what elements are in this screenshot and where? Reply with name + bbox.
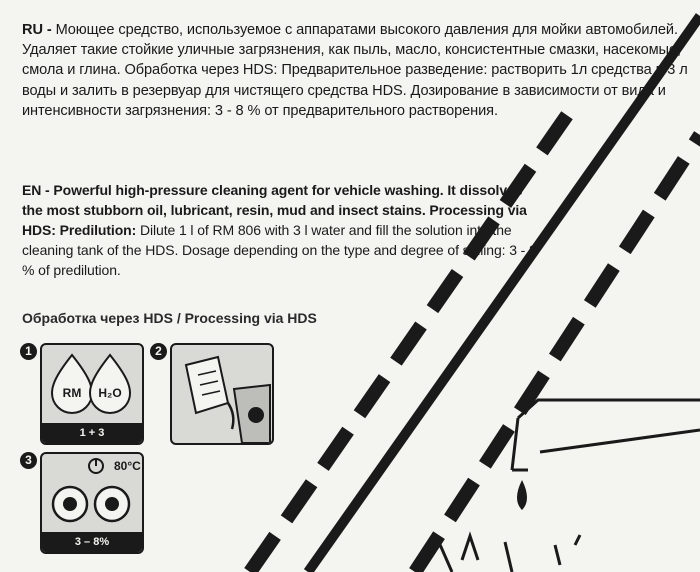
drop-label-rm: RM [62, 386, 82, 400]
russian-description [22, 20, 698, 121]
ru-text: Моющее средство, используемое с аппаратами высокого давления для мойки автомобилей. Удаляет такие стойкие уличные загрязнения, как пыль, масло, консистентные смазки, насекомые, смола и глина. Обработка через HDS: Предварительное разведение: растворить 1л средства в 3 л воды и залить в резервуар для чистящего средства HDS. Дозирование в зависимости от вида и интенсивности загрязнения: 3 - 8 % от предварительного растворения. [22, 22, 688, 119]
step-1-number: 1 [20, 343, 37, 360]
step-3-number: 3 [20, 452, 37, 469]
water-drops-icon [42, 345, 142, 423]
drip-shape [517, 480, 527, 510]
en-bold-text: EN - Powerful high-pressure cleaning agent for vehicle washing. It dissolves the most stubborn oil, lubricant, resin, mud and insect stains. Processing via HDS: Predilution: [22, 182, 527, 238]
step-1-panel [40, 343, 144, 445]
step-2-number: 2 [150, 343, 167, 360]
step-1-ratio: 1 + 3 [42, 423, 142, 443]
temperature-label: 80°C [114, 459, 141, 473]
en-regular-text: Dilute 1 l of RM 806 with 3 l water and fill the solution into the cleaning tank of the HDS. Dosage depending on the type and degree of soiling: 3 - 8 % of predilution. [22, 222, 537, 278]
dial-controls-icon [42, 454, 142, 532]
ru-lead: RU - [22, 22, 56, 38]
step-3-panel [40, 452, 144, 554]
drop-label-water: H₂O [98, 386, 122, 400]
measuring-jug-pouring-icon [172, 345, 272, 443]
processing-heading: Обработка через HDS / Processing via HDS [22, 310, 317, 326]
step-3-dosage: 3 – 8% [42, 532, 142, 552]
splash-marks [438, 535, 580, 572]
english-description [22, 180, 542, 280]
step-2-panel [170, 343, 274, 445]
